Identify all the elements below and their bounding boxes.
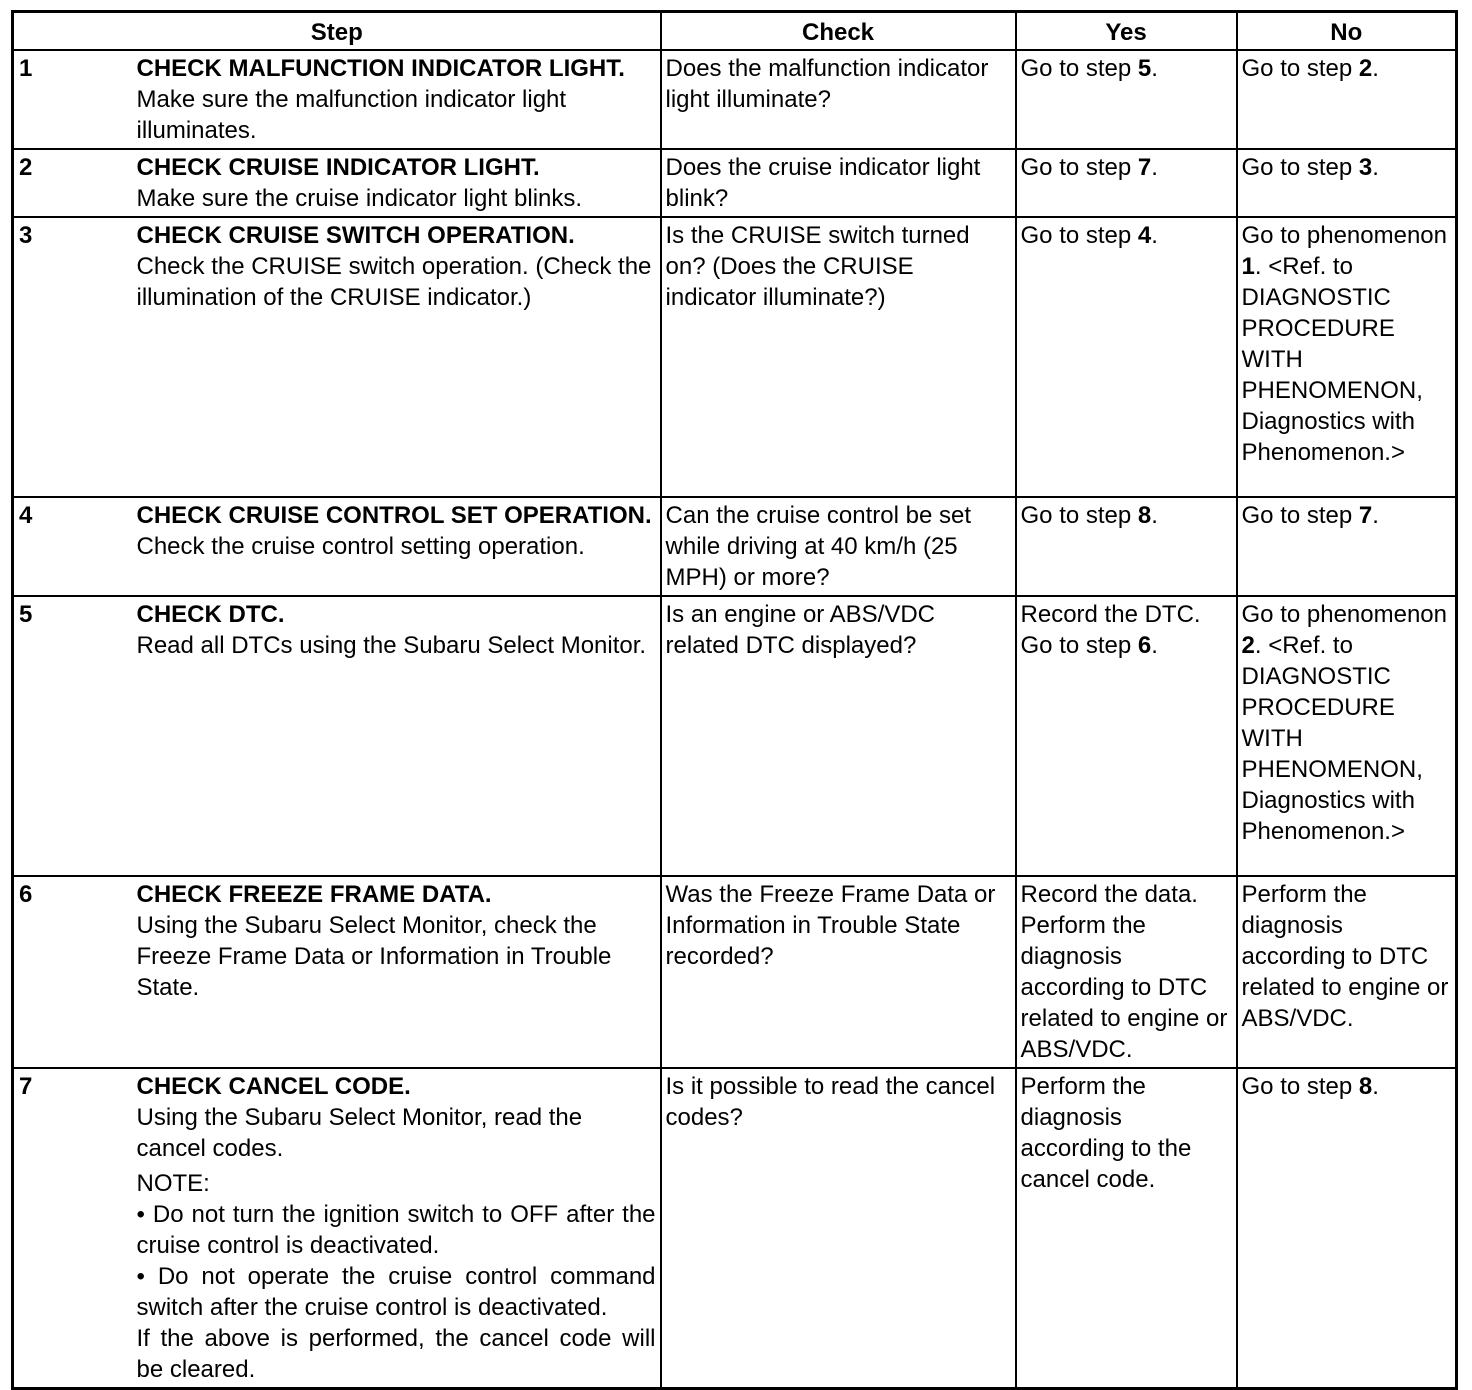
note-block <box>137 1168 656 1385</box>
yes-prefix: Go to step <box>1020 55 1138 82</box>
no-suffix: . <box>1372 1073 1379 1100</box>
yes-action <box>1016 217 1237 497</box>
yes-record: Record the DTC. <box>1020 601 1201 628</box>
table-row <box>13 876 1457 1068</box>
step-description <box>133 596 661 876</box>
table-row <box>13 50 1457 149</box>
yes-step-ref: 5 <box>1137 55 1152 82</box>
step-title: CHECK CRUISE CONTROL SET OPERATION. <box>136 502 652 529</box>
no-action: Perform the diagnosis according to DTC related to engine or ABS/VDC. <box>1237 876 1457 1068</box>
no-action <box>1237 1068 1457 1389</box>
yes-suffix: . <box>1151 222 1158 249</box>
step-description <box>133 497 661 596</box>
no-prefix: Go to phenomenon <box>1241 601 1448 628</box>
check-question: Does the malfunction indicator light illuminate? <box>661 50 1016 149</box>
step-number: 6 <box>13 876 133 1068</box>
step-description <box>133 50 661 149</box>
step-title: CHECK CRUISE SWITCH OPERATION. <box>136 222 575 249</box>
yes-prefix: Go to step <box>1020 222 1138 249</box>
yes-action <box>1016 596 1237 876</box>
check-question: Is an engine or ABS/VDC related DTC displayed? <box>661 596 1016 876</box>
yes-goto <box>1021 630 1232 661</box>
yes-action: Perform the diagnosis according to the cancel code. <box>1016 1068 1237 1389</box>
step-detail: Check the CRUISE switch operation. (Check the illumination of the CRUISE indicator.) <box>136 253 652 311</box>
check-question: Does the cruise indicator light blink? <box>661 149 1016 217</box>
header-step: Step <box>13 12 661 51</box>
step-number: 4 <box>13 497 133 596</box>
step-number: 5 <box>13 596 133 876</box>
no-prefix: Go to step <box>1241 55 1359 82</box>
step-title: CHECK CRUISE INDICATOR LIGHT. <box>136 154 540 181</box>
table-row <box>13 497 1457 596</box>
no-suffix: . <Ref. to DIAGNOSTIC PROCEDURE WITH PHENOMENON, Diagnostics with Phenomenon.> <box>1241 253 1423 466</box>
step-description <box>133 1068 661 1389</box>
no-suffix: . <Ref. to DIAGNOSTIC PROCEDURE WITH PHENOMENON, Diagnostics with Phenomenon.> <box>1241 632 1423 845</box>
note-item: • Do not operate the cruise control command switch after the cruise control is deactivated. <box>136 1263 656 1321</box>
header-row <box>13 12 1457 51</box>
yes-action <box>1016 50 1237 149</box>
step-description <box>133 149 661 217</box>
no-action <box>1237 596 1457 876</box>
yes-action: Record the data. Perform the diagnosis according to DTC related to engine or ABS/VDC. <box>1016 876 1237 1068</box>
header-yes: Yes <box>1016 12 1237 51</box>
yes-suffix: . <box>1151 55 1158 82</box>
header-check: Check <box>661 12 1016 51</box>
step-number: 3 <box>13 217 133 497</box>
no-step-ref: 2 <box>1241 632 1255 659</box>
step-title: CHECK MALFUNCTION INDICATOR LIGHT. <box>136 55 625 82</box>
yes-step-ref: 6 <box>1137 632 1152 659</box>
no-step-ref: 1 <box>1241 253 1255 280</box>
table-row <box>13 596 1457 876</box>
step-detail: Read all DTCs using the Subaru Select Monitor. <box>136 632 647 659</box>
no-prefix: Go to step <box>1241 154 1359 181</box>
no-step-ref: 8 <box>1358 1073 1373 1100</box>
note-item: • Do not turn the ignition switch to OFF after the cruise control is deactivated. <box>136 1201 656 1259</box>
table-row <box>13 149 1457 217</box>
step-number: 1 <box>13 50 133 149</box>
no-prefix: Go to phenomenon <box>1241 222 1448 249</box>
note-label: NOTE: <box>136 1170 210 1197</box>
step-detail: Check the cruise control setting operation. <box>136 533 585 560</box>
table-row <box>13 217 1457 497</box>
no-suffix: . <box>1372 502 1379 529</box>
no-suffix: . <box>1372 154 1379 181</box>
no-action <box>1237 50 1457 149</box>
step-title: CHECK FREEZE FRAME DATA. <box>136 881 492 908</box>
yes-suffix: . <box>1151 154 1158 181</box>
check-question: Is it possible to read the cancel codes? <box>661 1068 1016 1389</box>
no-step-ref: 2 <box>1358 55 1373 82</box>
step-detail: Make sure the cruise indicator light blinks. <box>136 185 583 212</box>
yes-step-ref: 4 <box>1137 222 1152 249</box>
no-action <box>1237 217 1457 497</box>
yes-step-ref: 8 <box>1137 502 1152 529</box>
step-number: 7 <box>13 1068 133 1389</box>
step-title: CHECK CANCEL CODE. <box>136 1073 411 1100</box>
step-detail: Make sure the malfunction indicator light illuminates. <box>136 86 567 144</box>
no-step-ref: 7 <box>1358 502 1373 529</box>
yes-action <box>1016 149 1237 217</box>
yes-action <box>1016 497 1237 596</box>
check-question: Was the Freeze Frame Data or Information in Trouble State recorded? <box>661 876 1016 1068</box>
check-question: Is the CRUISE switch turned on? (Does the CRUISE indicator illuminate?) <box>661 217 1016 497</box>
check-question: Can the cruise control be set while driving at 40 km/h (25 MPH) or more? <box>661 497 1016 596</box>
yes-prefix: Go to step <box>1020 154 1138 181</box>
yes-step-ref: 7 <box>1137 154 1152 181</box>
step-description <box>133 217 661 497</box>
header-no: No <box>1237 12 1457 51</box>
yes-prefix: Go to step <box>1020 502 1138 529</box>
diagnostic-procedure-table <box>11 10 1458 1390</box>
step-title: CHECK DTC. <box>136 601 285 628</box>
yes-suffix: . <box>1151 502 1158 529</box>
no-action <box>1237 149 1457 217</box>
note-warning: If the above is performed, the cancel code will be cleared. <box>136 1325 656 1383</box>
no-suffix: . <box>1372 55 1379 82</box>
no-prefix: Go to step <box>1241 502 1359 529</box>
no-step-ref: 3 <box>1358 154 1373 181</box>
yes-prefix: Go to step <box>1020 632 1138 659</box>
step-description <box>133 876 661 1068</box>
no-action <box>1237 497 1457 596</box>
step-number: 2 <box>13 149 133 217</box>
table-row <box>13 1068 1457 1389</box>
no-prefix: Go to step <box>1241 1073 1359 1100</box>
step-detail: Using the Subaru Select Monitor, check the Freeze Frame Data or Information in Trouble State. <box>136 912 612 1001</box>
step-detail: Using the Subaru Select Monitor, read the cancel codes. <box>136 1104 583 1162</box>
yes-suffix: . <box>1151 632 1158 659</box>
